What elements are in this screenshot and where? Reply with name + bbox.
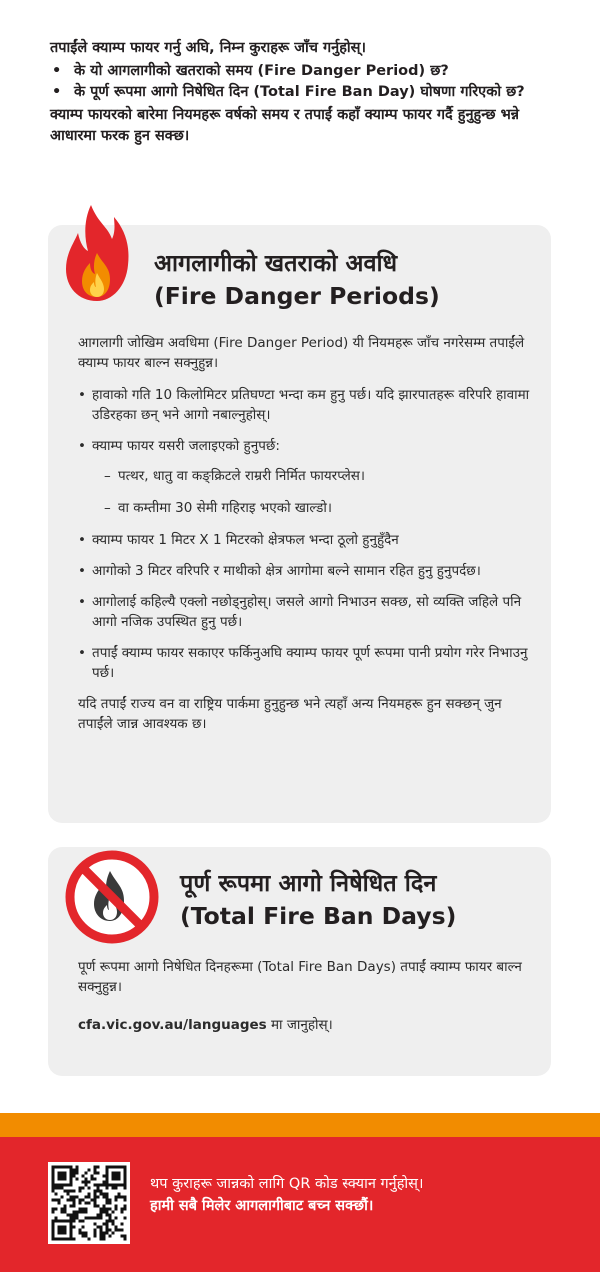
intro-section bbox=[50, 38, 550, 147]
rule-never-unattended: • आगोलाई कहिल्यै एक्लो नछोड्नुहोस्। जसले आगो निभाउन सक्छ, सो व्यक्ति जहिले पनि आगो नजिक उपस्थित हुनु पर्छ। bbox=[78, 592, 530, 632]
fire-danger-period-content bbox=[78, 333, 530, 734]
rule-campfire-size: • क्याम्प फायर 1 मिटर X 1 मिटरको क्षेत्रफल भन्दा ठूलो हुनुहुँदैन bbox=[78, 530, 530, 550]
fire-danger-period-title-english: (Fire Danger Periods) bbox=[154, 282, 440, 310]
website-line bbox=[78, 1015, 530, 1035]
flame-icon bbox=[64, 203, 130, 311]
fire-danger-rules-list bbox=[78, 385, 530, 683]
total-fire-ban-panel bbox=[48, 847, 551, 1076]
website-suffix: मा जानुहोस्। bbox=[266, 1017, 333, 1033]
option-fireplace: – पत्थर, धातु वा कङ्क्रिटले राम्ररी निर्मित फायरप्लेस। bbox=[92, 466, 530, 486]
intro-bullet-total-fire-ban: • के पूर्ण रूपमा आगो निषेधित दिन (Total Fire Ban Day) घोषणा गरिएको छ? bbox=[50, 82, 550, 103]
total-fire-ban-title-nepali: पूर्ण रूपमा आगो निषेधित दिन bbox=[180, 869, 437, 897]
fire-danger-period-title-nepali: आगलागीको खतराको अवधि bbox=[154, 249, 398, 277]
fire-danger-period-panel bbox=[48, 225, 551, 823]
intro-checklist bbox=[50, 61, 550, 103]
rule-clearance: • आगोको 3 मिटर वरिपरि र माथीको क्षेत्र आगोमा बल्ने सामान रहित हुनु हुनुपर्दछ। bbox=[78, 561, 530, 581]
website-link[interactable]: cfa.vic.gov.au/languages bbox=[78, 1017, 267, 1033]
slogan-text: हामी सबै मिलेर आगलागीबाट बच्न सक्छौं। bbox=[150, 1198, 374, 1214]
total-fire-ban-content bbox=[78, 957, 530, 1035]
option-trench: – वा कम्तीमा 30 सेमी गहिराइ भएको खाल्डो। bbox=[92, 498, 530, 518]
fire-danger-period-intro: आगलागी जोखिम अवधिमा (Fire Danger Period) यी नियमहरू जाँच नगरेसम्म तपाईंले क्याम्प फायर बाल्न सक्नुहुन्न। bbox=[78, 335, 525, 371]
campfire-construction-options bbox=[92, 466, 530, 518]
fire-danger-period-title bbox=[154, 247, 440, 313]
total-fire-ban-title-english: (Total Fire Ban Days) bbox=[180, 902, 457, 930]
fire-danger-period-footer: यदि तपाईं राज्य वन वा राष्ट्रिय पार्कमा हुनुहुन्छ भने त्यहाँ अन्य नियमहरू हुन सक्छन् जुन तपाईंले जान्न आवश्यक छ। bbox=[78, 696, 502, 732]
orange-band bbox=[0, 1113, 600, 1137]
no-fire-icon bbox=[64, 849, 160, 945]
total-fire-ban-title bbox=[180, 867, 456, 933]
intro-bullet-fire-danger-period: • के यो आगलागीको खतराको समय (Fire Danger Period) छ? bbox=[50, 61, 550, 82]
qr-code-icon[interactable] bbox=[48, 1162, 130, 1244]
rule-campfire-construction-text: क्याम्प फायर यसरी जलाइएको हुनुपर्छ: bbox=[92, 438, 280, 454]
scan-qr-text: थप कुराहरू जान्नको लागि QR कोड स्क्यान गर्नुहोस्। bbox=[150, 1176, 424, 1192]
intro-note: क्याम्प फायरको बारेमा नियमहरू वर्षको समय र तपाईं कहाँ क्याम्प फायर गर्दै हुनुहुन्छ भन्ने आधारमा फरक हुन सक्छ। bbox=[50, 107, 520, 144]
rule-wind-speed: • हावाको गति 10 किलोमिटर प्रतिघण्टा भन्दा कम हुनु पर्छ। यदि झारपातहरू वरिपरि हावामा उडिरहका छन् भने आगो नबाल्नुहोस्। bbox=[78, 385, 530, 425]
total-fire-ban-body: पूर्ण रूपमा आगो निषेधित दिनहरूमा (Total Fire Ban Days) तपाईं क्याम्प फायर बाल्न सक्नुहुन्न। bbox=[78, 959, 522, 995]
footer-message bbox=[150, 1173, 570, 1217]
rule-campfire-construction bbox=[78, 436, 530, 518]
rule-extinguish: • तपाईं क्याम्प फायर सकाएर फर्किनुअघि क्याम्प फायर पूर्ण रूपमा पानी प्रयोग गरेर निभाउनु पर्छ। bbox=[78, 643, 530, 683]
intro-heading: तपाईंले क्याम्प फायर गर्नु अघि, निम्न कुराहरू जाँच गर्नुहोस्। bbox=[50, 40, 366, 56]
